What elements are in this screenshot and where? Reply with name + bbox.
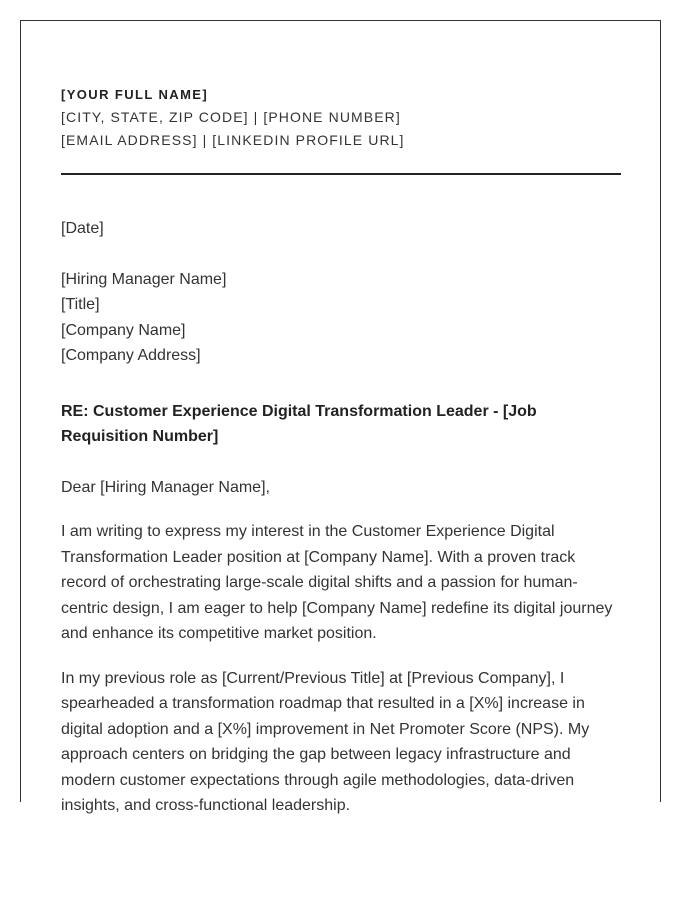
applicant-name: [YOUR FULL NAME] xyxy=(61,87,209,102)
letter-page xyxy=(20,20,661,814)
contact-line-email-linkedin: [EMAIL ADDRESS] | [LINKEDIN PROFILE URL] xyxy=(61,132,405,148)
header-divider xyxy=(61,173,621,175)
recipient-block xyxy=(61,267,621,369)
salutation: Dear [Hiring Manager Name], xyxy=(61,478,270,496)
recipient-company-name: [Company Name] xyxy=(61,321,186,339)
letter-content xyxy=(61,83,621,819)
letter-date: [Date] xyxy=(61,220,104,237)
recipient-hiring-manager: [Hiring Manager Name] xyxy=(61,270,227,288)
recipient-company-address: [Company Address] xyxy=(61,347,201,364)
recipient-title: [Title] xyxy=(61,296,100,313)
body-paragraph: I am writing to express my interest in the Customer Experience Digital Transformation Leader position at [Company Name]. With a proven track record of orchestrating large-scale digital shifts and a passion for human-centric design, I am eager to help [Company Name] redefine its digital journey and enhance its competitive market position. xyxy=(61,523,613,642)
body-paragraph: In my previous role as [Current/Previous Title] at [Previous Company], I spearheaded a transformation roadmap that resulted in a [X%] increase in digital adoption and a [X%] improvement in Net Promoter Score (NPS). My approach centers on bridging the gap between legacy infrastructure and modern customer expectations through agile methodologies, data-driven insights, and cross-functional leadership. xyxy=(61,669,590,814)
contact-line-address-phone: [CITY, STATE, ZIP CODE] | [PHONE NUMBER] xyxy=(61,109,401,125)
subject-line: RE: Customer Experience Digital Transformation Leader - [Job Requisition Number] xyxy=(61,402,537,445)
